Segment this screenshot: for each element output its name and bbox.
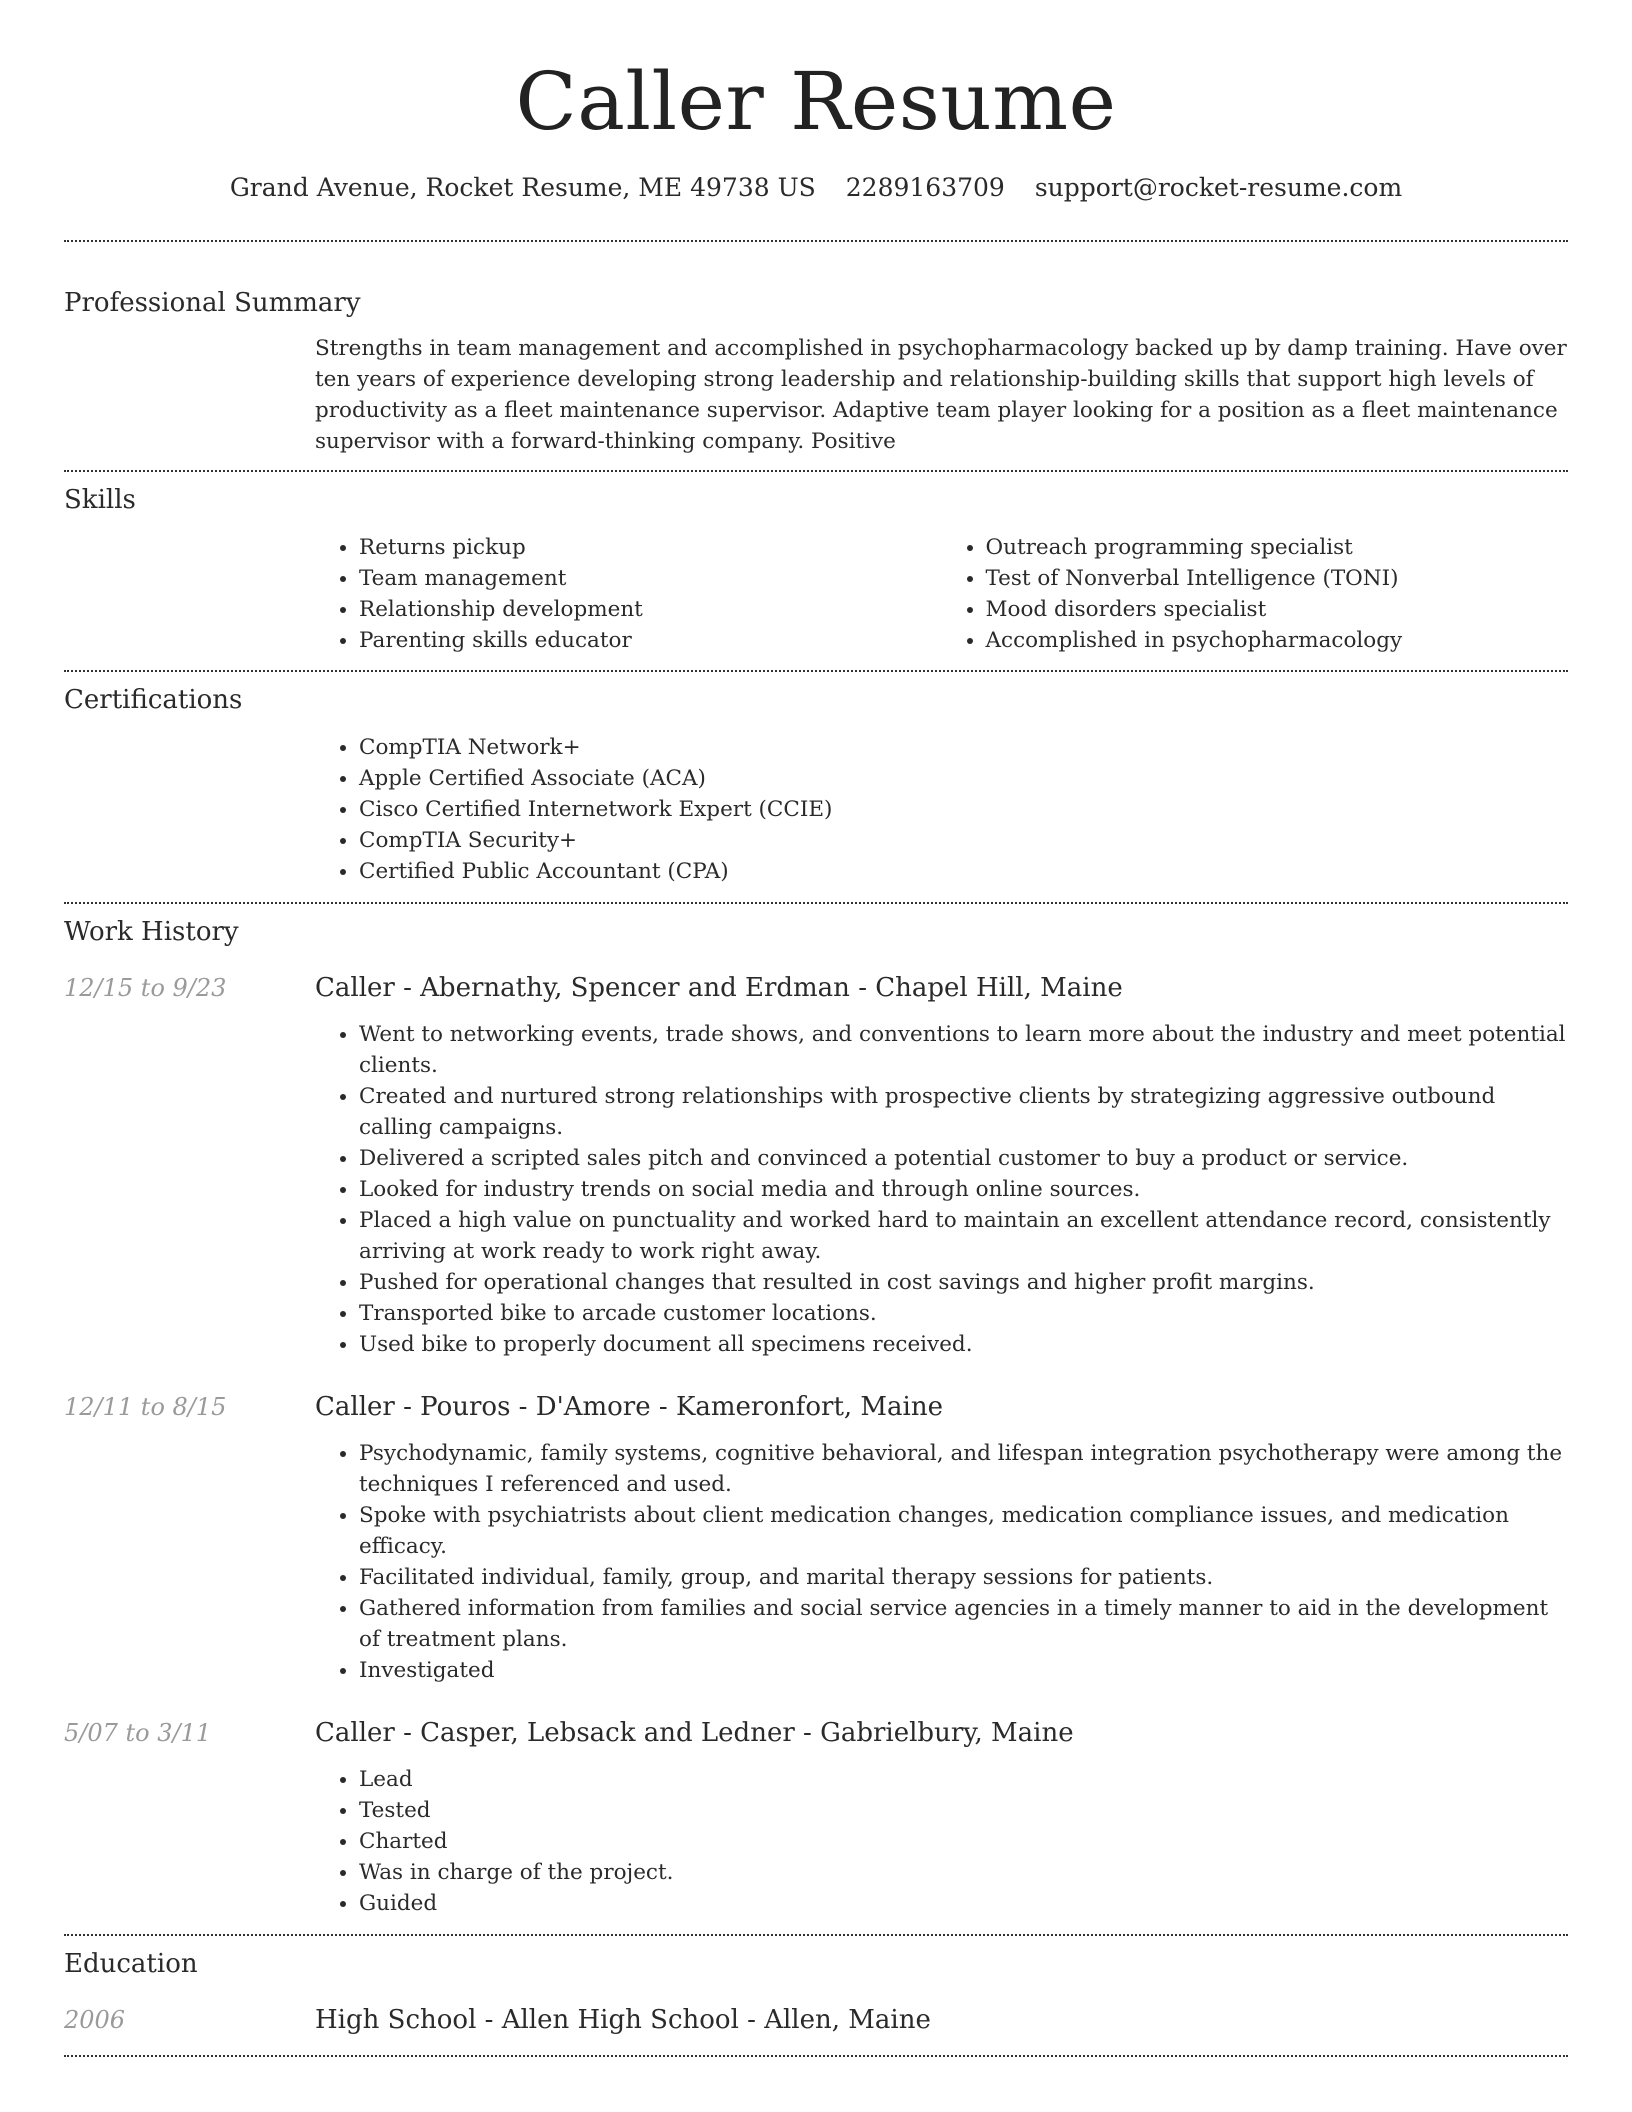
skill-item: • Returns pickup <box>359 532 942 563</box>
job-bullet: • Used bike to properly document all specimens received. <box>359 1329 1568 1360</box>
skill-item: • Parenting skills educator <box>359 625 942 656</box>
job-entry <box>64 1390 1568 1686</box>
certification-item: • Apple Certified Associate (ACA) <box>359 763 1568 794</box>
job-bullet: • Lead <box>359 1764 1568 1795</box>
job-bullet: • Psychodynamic, family systems, cognitive behavioral, and lifespan integration psychotherapy were among the techniques I referenced and used. <box>359 1438 1568 1500</box>
job-bullet: • Created and nurtured strong relationships with prospective clients by strategizing aggressive outbound calling campaigns. <box>359 1081 1568 1143</box>
job-date: 12/15 to 9/23 <box>64 974 227 1002</box>
contact-phone: 2289163709 <box>845 173 1005 202</box>
certification-item: • Cisco Certified Internetwork Expert (CCIE) <box>359 794 1568 825</box>
section-title-work-history: Work History <box>64 917 239 947</box>
skill-item: • Test of Nonverbal Intelligence (TONI) <box>986 563 1569 594</box>
summary-text: Strengths in team management and accomplished in psychopharmacology backed up by damp training. Have over ten years of experience developing strong leadership and relationship-building skills that support high levels of productivity as a fleet maintenance supervisor. Adaptive team player looking for a position as a fleet maintenance supervisor with a forward-thinking company. Positive <box>315 336 1567 454</box>
job-bullet: • Tested <box>359 1795 1568 1826</box>
section-title-education: Education <box>64 1949 198 1979</box>
job-bullet: • Delivered a scripted sales pitch and convinced a potential customer to buy a product or service. <box>359 1143 1568 1174</box>
certification-item: • Certified Public Accountant (CPA) <box>359 856 1568 887</box>
divider <box>64 240 1568 242</box>
job-bullet: • Looked for industry trends on social media and through online sources. <box>359 1174 1568 1205</box>
job-bullet: • Placed a high value on punctuality and worked hard to maintain an excellent attendance record, consistently arriving at work ready to work right away. <box>359 1205 1568 1267</box>
skills-list-right <box>942 532 1569 656</box>
resume-name: Caller Resume <box>515 55 1117 148</box>
job-body <box>315 1764 1568 1919</box>
job-body <box>315 1438 1568 1686</box>
job-entry <box>64 971 1568 1360</box>
job-bullet: • Investigated <box>359 1655 1568 1686</box>
certifications-list <box>315 732 1568 887</box>
section-title-certifications: Certifications <box>64 685 243 715</box>
divider <box>64 670 1568 672</box>
job-title: Caller - Casper, Lebsack and Ledner - Gabrielbury, Maine <box>315 1718 1074 1748</box>
section-title-summary: Professional Summary <box>64 288 361 318</box>
job-bullet: • Pushed for operational changes that resulted in cost savings and higher profit margins. <box>359 1267 1568 1298</box>
job-bullets <box>315 1438 1568 1686</box>
contact-line <box>64 170 1568 206</box>
job-title: Caller - Pouros - D'Amore - Kameronfort, Maine <box>315 1392 943 1422</box>
job-bullet: • Transported bike to arcade customer locations. <box>359 1298 1568 1329</box>
job-title: Caller - Abernathy, Spencer and Erdman - Chapel Hill, Maine <box>315 973 1123 1003</box>
certification-item: • CompTIA Security+ <box>359 825 1568 856</box>
education-entry <box>64 2003 1568 2037</box>
section-title-skills: Skills <box>64 485 136 515</box>
divider <box>64 902 1568 904</box>
skill-item: • Relationship development <box>359 594 942 625</box>
education-date: 2006 <box>64 2006 126 2034</box>
work-history-section <box>64 915 1568 1919</box>
contact-email: support@rocket-resume.com <box>1034 173 1403 202</box>
skills-list-left <box>315 532 942 656</box>
divider <box>64 2055 1568 2057</box>
skill-item: • Team management <box>359 563 942 594</box>
certifications-section <box>64 683 1568 887</box>
skills-section <box>64 483 1568 656</box>
job-date: 12/11 to 8/15 <box>64 1393 227 1421</box>
job-bullet: • Gathered information from families and social service agencies in a timely manner to aid in the development of treatment plans. <box>359 1593 1568 1655</box>
education-section <box>64 1947 1568 2037</box>
divider <box>64 470 1568 472</box>
resume-page <box>64 0 1568 2057</box>
education-title: High School - Allen High School - Allen, Maine <box>315 2005 931 2035</box>
job-entry <box>64 1716 1568 1919</box>
certifications-body <box>315 732 1568 887</box>
job-bullets <box>315 1019 1568 1360</box>
certification-item: • CompTIA Network+ <box>359 732 1568 763</box>
job-bullet: • Facilitated individual, family, group, and marital therapy sessions for patients. <box>359 1562 1568 1593</box>
job-bullet: • Went to networking events, trade shows, and conventions to learn more about the industry and meet potential clients. <box>359 1019 1568 1081</box>
job-bullet: • Spoke with psychiatrists about client medication changes, medication compliance issues, and medication efficacy. <box>359 1500 1568 1562</box>
skill-item: • Accomplished in psychopharmacology <box>986 625 1569 656</box>
job-bullet: • Charted <box>359 1826 1568 1857</box>
skills-grid <box>315 532 1568 656</box>
divider <box>64 1934 1568 1936</box>
job-bullet: • Was in charge of the project. <box>359 1857 1568 1888</box>
contact-address: Grand Avenue, Rocket Resume, ME 49738 US <box>229 173 816 202</box>
summary-section <box>64 286 1568 457</box>
job-bullets <box>315 1764 1568 1919</box>
job-bullet: • Guided <box>359 1888 1568 1919</box>
skill-item: • Outreach programming specialist <box>986 532 1569 563</box>
job-date: 5/07 to 3/11 <box>64 1719 212 1747</box>
skill-item: • Mood disorders specialist <box>986 594 1569 625</box>
job-body <box>315 1019 1568 1360</box>
